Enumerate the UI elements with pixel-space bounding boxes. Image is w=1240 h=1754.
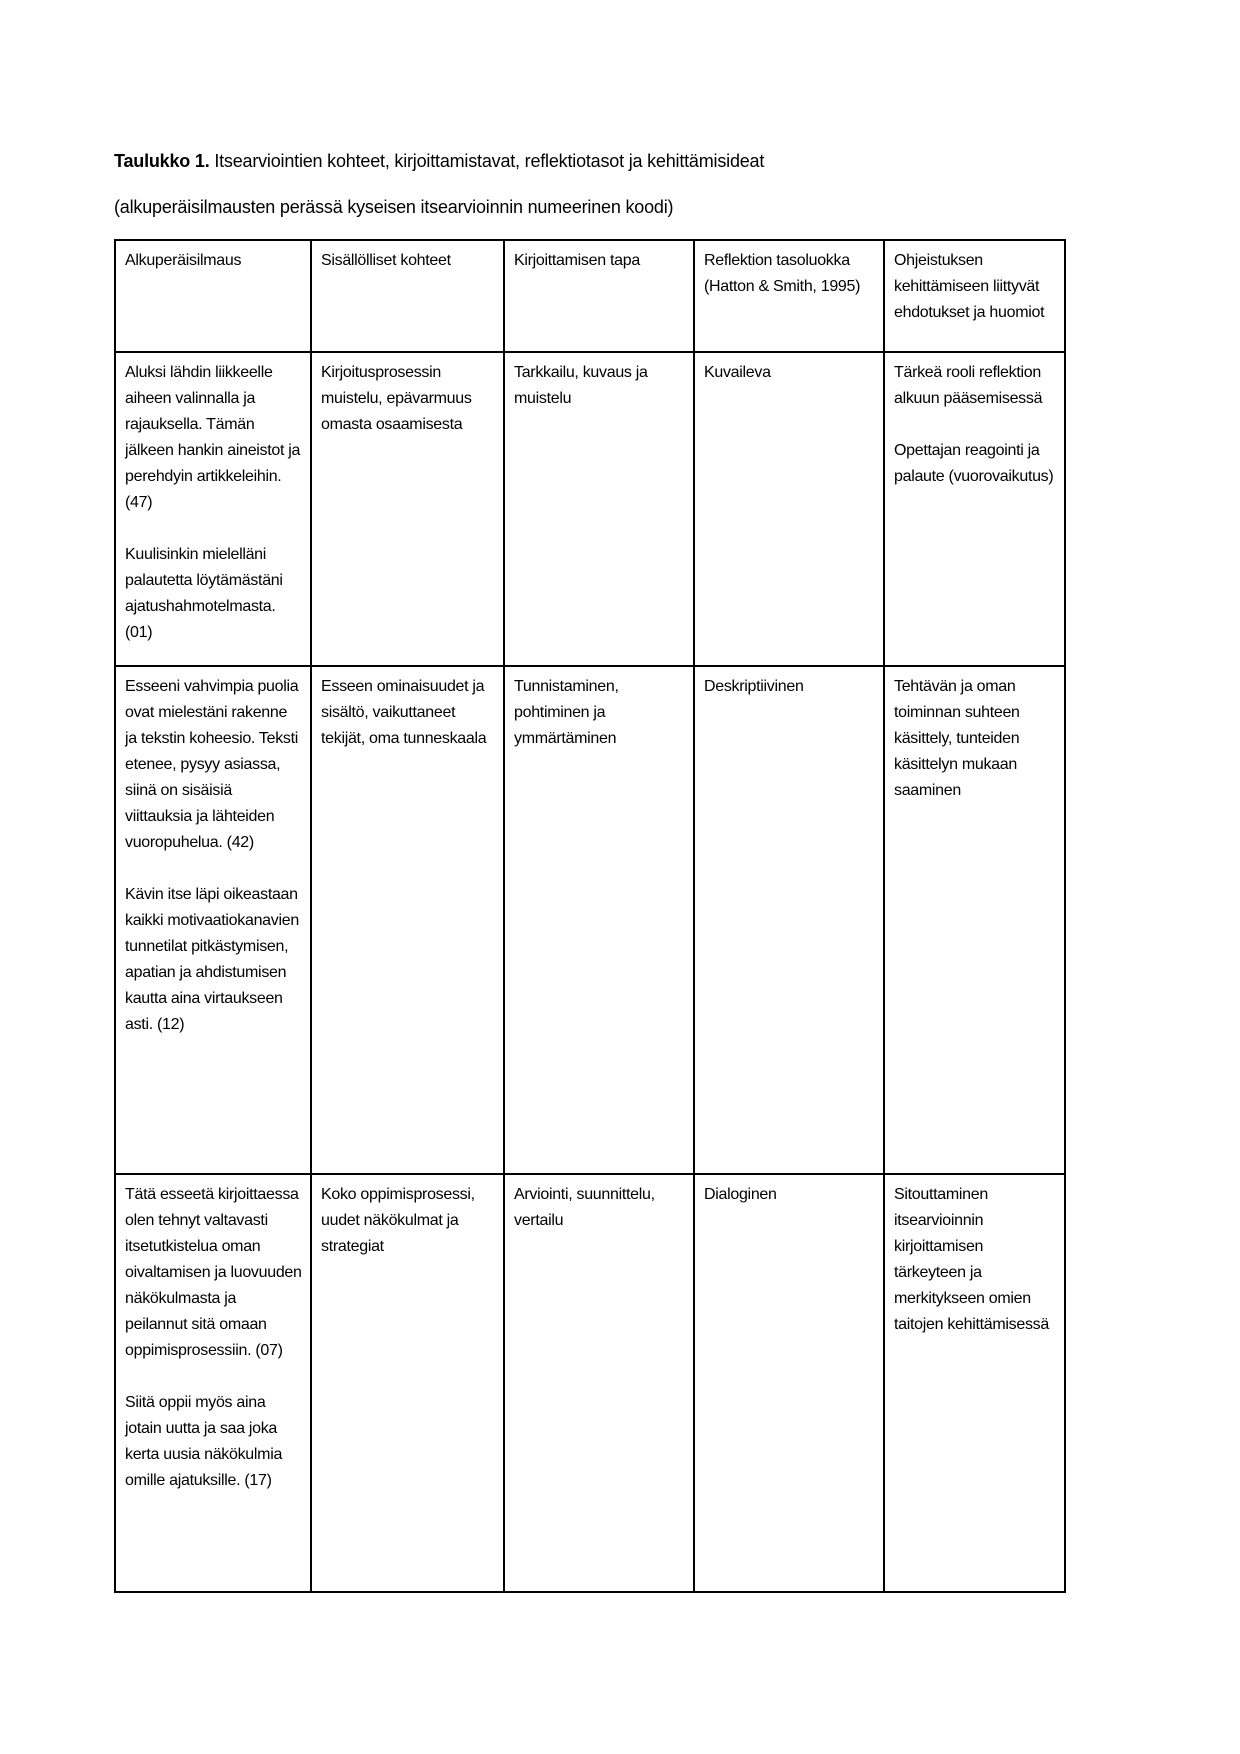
table-cell-content-targets (311, 352, 504, 666)
table-row (115, 1174, 1065, 1592)
cell-paragraph: Siitä oppii myös aina jotain uutta ja saa joka kerta uusia näkökulmia omille ajatuksille. (17) (125, 1394, 283, 1489)
table-cell-original-expression (115, 352, 311, 666)
column-header-alkuperaisilmaus: Alkuperäisilmaus (115, 240, 311, 352)
table-cell-guidance-notes (884, 666, 1065, 1174)
table-caption-text: Itsearviointien kohteet, kirjoittamistavat, reflektiotasot ja kehittämisideat (214, 151, 765, 171)
table-row (115, 352, 1065, 666)
cell-paragraph: Koko oppimisprosessi, uudet näkökulmat ja strategiat (321, 1186, 475, 1255)
table-cell-writing-style (504, 666, 694, 1174)
cell-paragraph: Sitouttaminen itsearvioinnin kirjoittamisen tärkeyteen ja merkitykseen omien taitojen kehittämisessä (894, 1186, 1049, 1333)
cell-paragraph: Arviointi, suunnittelu, vertailu (514, 1186, 655, 1229)
table-caption (114, 148, 1240, 174)
table-cell-original-expression (115, 666, 311, 1174)
table-cell-content-targets (311, 1174, 504, 1592)
cell-paragraph: Aluksi lähdin liikkeelle aiheen valinnalla ja rajauksella. Tämän jälkeen hankin aineistot ja perehdyin artikkeleihin. (47) (125, 364, 301, 511)
table-header-row (115, 240, 1065, 352)
cell-paragraph: Opettajan reagointi ja palaute (vuorovaikutus) (894, 442, 1054, 485)
cell-paragraph: Tärkeä rooli reflektion alkuun pääsemisessä (894, 364, 1043, 407)
cell-paragraph: Kirjoitusprosessin muistelu, epävarmuus omasta osaamisesta (321, 364, 472, 433)
cell-paragraph: Esseen ominaisuudet ja sisältö, vaikuttaneet tekijät, oma tunneskaala (321, 678, 487, 747)
table-row (115, 666, 1065, 1174)
table-cell-reflection-level (694, 666, 884, 1174)
table-cell-writing-style (504, 352, 694, 666)
cell-paragraph: Tehtävän ja oman toiminnan suhteen käsittely, tunteiden käsittelyn mukaan saaminen (894, 678, 1020, 799)
column-header-kirjoittamisen-tapa: Kirjoittamisen tapa (504, 240, 694, 352)
cell-paragraph: Esseeni vahvimpia puolia ovat mielestäni rakenne ja tekstin koheesio. Teksti etenee, pysyy asiassa, siinä on sisäisiä viittauksia ja lähteiden vuoropuhelua. (42) (125, 678, 299, 851)
cell-paragraph: Kuvaileva (704, 364, 771, 381)
cell-paragraph: Tarkkailu, kuvaus ja muistelu (514, 364, 648, 407)
table-cell-content-targets (311, 666, 504, 1174)
column-header-sisallolliset-kohteet: Sisällölliset kohteet (311, 240, 504, 352)
table-cell-guidance-notes (884, 1174, 1065, 1592)
cell-paragraph: Tätä esseetä kirjoittaessa olen tehnyt valtavasti itsetutkistelua oman oivaltamisen ja luovuuden näkökulmasta ja peilannut sitä omaan oppimisprosessiin. (07) (125, 1186, 302, 1359)
column-header-ohjeistuksen-kehittaminen: Ohjeistuksen kehittämiseen liittyvät ehdotukset ja huomiot (884, 240, 1065, 352)
table-cell-original-expression (115, 1174, 311, 1592)
table-cell-guidance-notes (884, 352, 1065, 666)
cell-paragraph: Deskriptiivinen (704, 678, 804, 695)
table-caption-label: Taulukko 1. (114, 151, 210, 171)
cell-paragraph: Dialoginen (704, 1186, 777, 1203)
table-caption-subtitle: (alkuperäisilmausten perässä kyseisen itsearvioinnin numeerinen koodi) (114, 197, 674, 217)
cell-paragraph: Kuulisinkin mielelläni palautetta löytämästäni ajatushahmotelmasta. (01) (125, 546, 283, 641)
table-cell-reflection-level (694, 1174, 884, 1592)
self-assessment-table (114, 239, 1066, 1593)
cell-paragraph: Kävin itse läpi oikeastaan kaikki motivaatiokanavien tunnetilat pitkästymisen, apatian ja ahdistumisen kautta aina virtaukseen asti. (12) (125, 886, 299, 1033)
cell-paragraph: Tunnistaminen, pohtiminen ja ymmärtäminen (514, 678, 619, 747)
table-cell-writing-style (504, 1174, 694, 1592)
column-header-reflektion-tasoluokka: Reflektion tasoluokka (Hatton & Smith, 1995) (694, 240, 884, 352)
table-cell-reflection-level (694, 352, 884, 666)
